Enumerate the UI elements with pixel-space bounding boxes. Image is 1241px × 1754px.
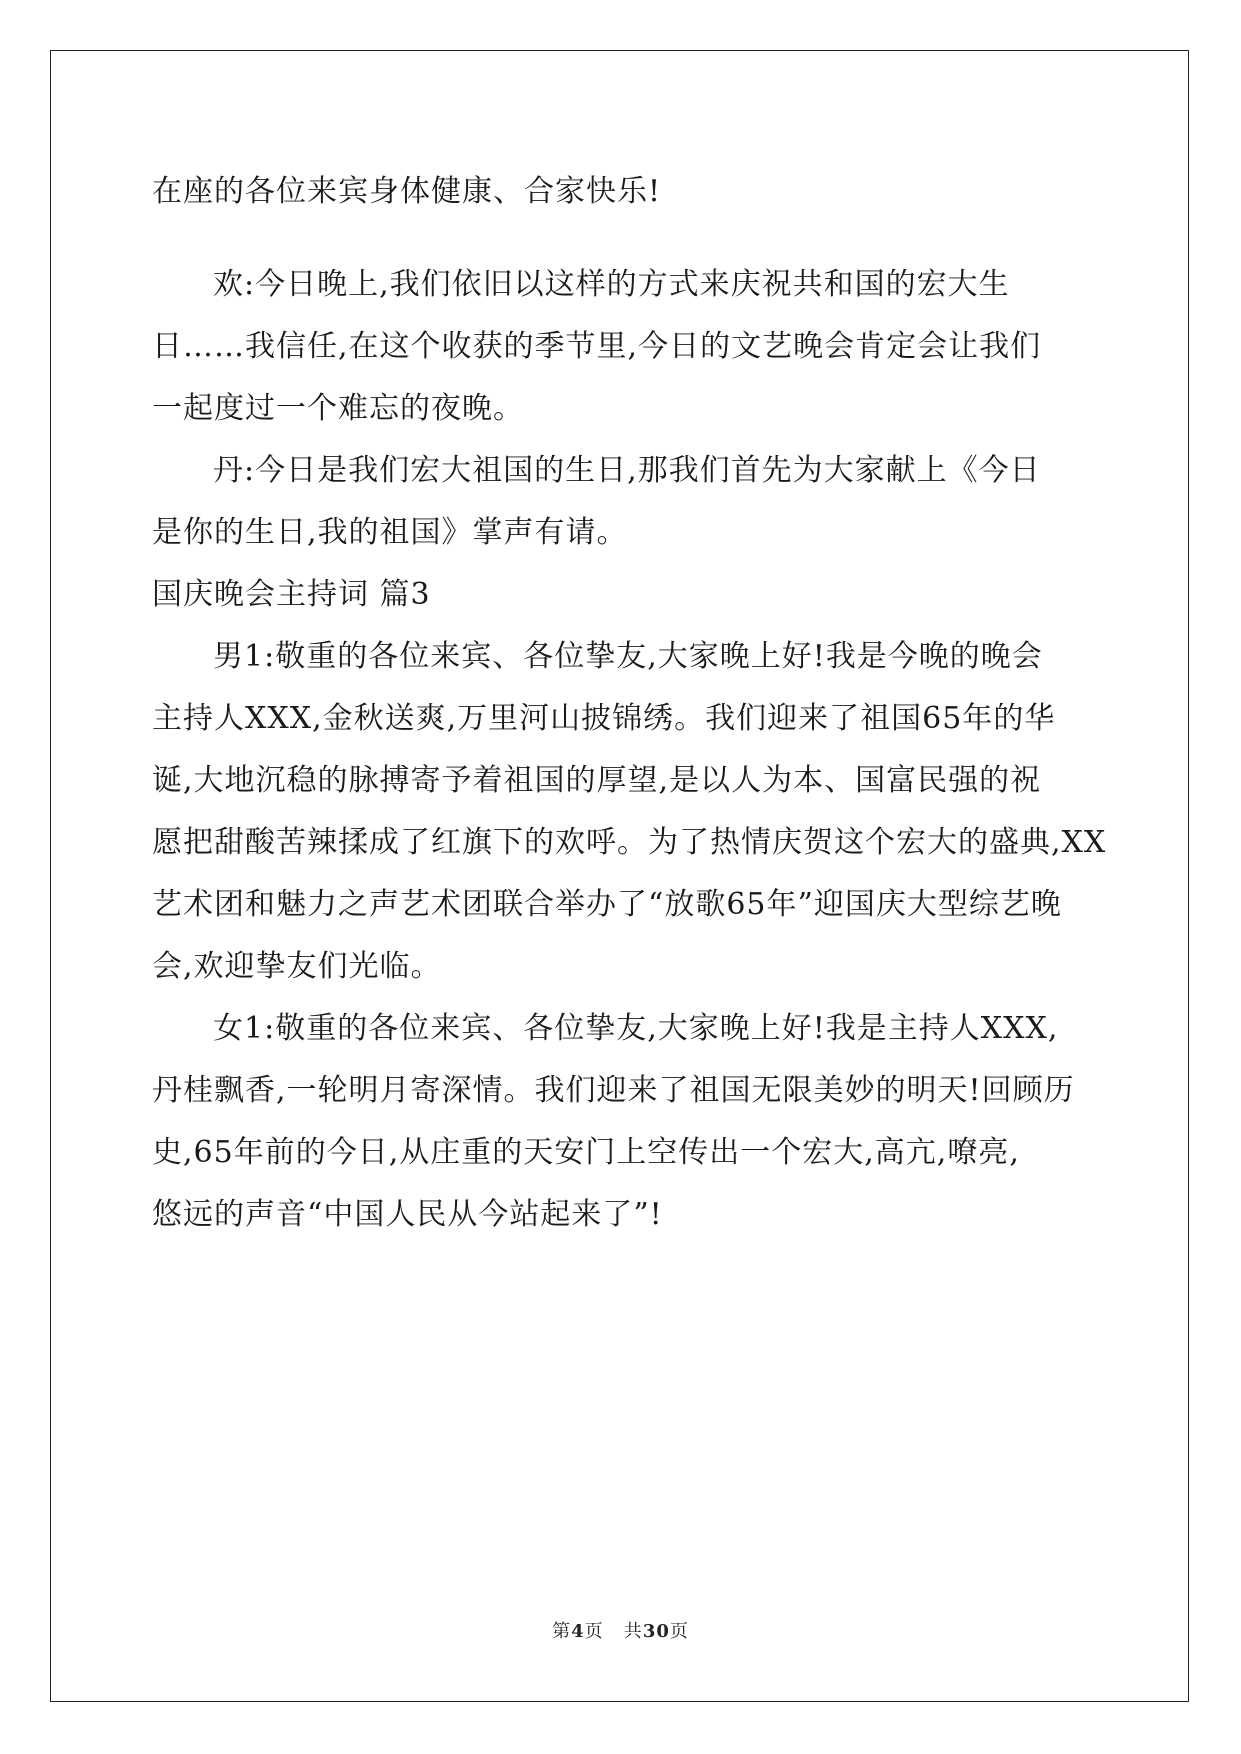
text-line: 悠远的声音“中国人民从今站起来了”! [152,1197,663,1232]
text-line: 一起度过一个难忘的夜晚。 [152,391,524,426]
footer-middle: 页 共 [584,1621,643,1642]
total-pages-number: 30 [642,1621,670,1642]
text-line: 愿把甜酸苦辣揉成了红旗下的欢呼。为了热情庆贺这个宏大的盛典,XX [152,825,1107,860]
text-line: 在座的各位来宾身体健康、合家快乐! [152,174,662,209]
section-heading: 国庆晚会主持词 篇3 [152,577,431,612]
text-line: 主持人XXX,金秋送爽,万里河山披锦绣。我们迎来了祖国65年的华 [152,701,1056,736]
text-line: 日……我信任,在这个收获的季节里,今日的文艺晚会肯定会让我们 [152,329,1042,364]
current-page-number: 4 [571,1621,585,1642]
footer-prefix: 第 [552,1621,572,1642]
paragraph-start: 丹:今日是我们宏大祖国的生日,那我们首先为大家献上《今日 [213,453,1041,488]
text-line: 史,65年前的今日,从庄重的天安门上空传出一个宏大,高亢,嘹亮, [152,1135,1020,1170]
document-body [152,161,1107,1246]
paragraph-start: 女1:敬重的各位来宾、各位挚友,大家晚上好!我是主持人XXX, [213,1011,1059,1046]
paragraph-start: 欢:今日晚上,我们依旧以这样的方式来庆祝共和国的宏大生 [213,267,1010,302]
text-line: 会,欢迎挚友们光临。 [152,949,442,984]
text-line: 诞,大地沉稳的脉搏寄予着祖国的厚望,是以人为本、国富民强的祝 [152,763,1042,798]
page-footer [0,1617,1241,1643]
text-line: 艺术团和魅力之声艺术团联合举办了“放歌65年”迎国庆大型综艺晚 [152,887,1062,922]
paragraph-start: 男1:敬重的各位来宾、各位挚友,大家晚上好!我是今晚的晚会 [213,639,1043,674]
footer-suffix: 页 [669,1621,689,1642]
text-line: 丹桂飘香,一轮明月寄深情。我们迎来了祖国无限美妙的明天!回顾历 [152,1073,1075,1108]
text-line: 是你的生日,我的祖国》掌声有请。 [152,515,628,550]
